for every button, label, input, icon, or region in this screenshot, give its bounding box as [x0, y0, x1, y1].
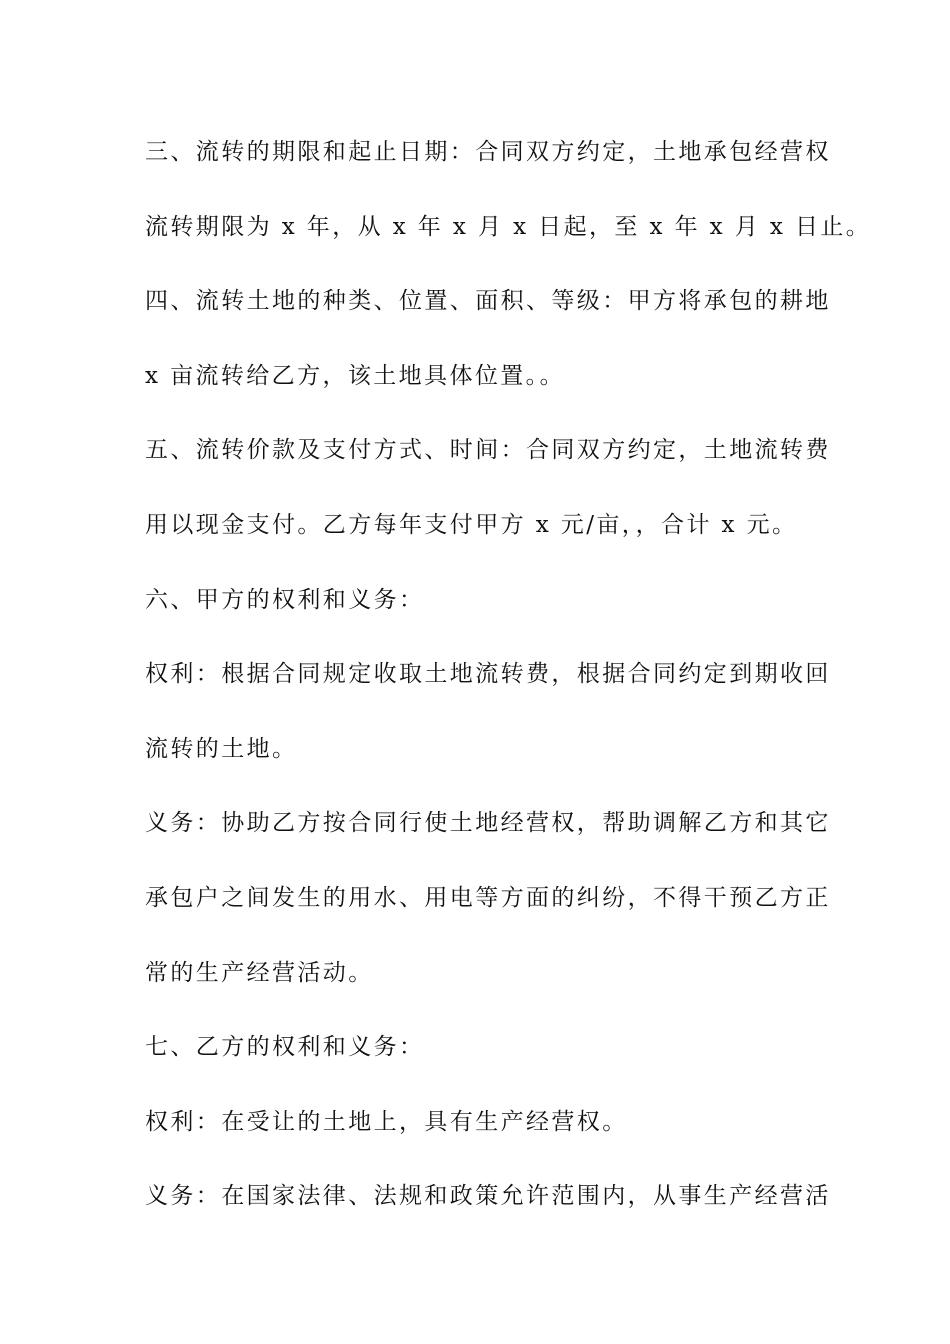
text-line-12: 常的生产经营活动。: [145, 959, 374, 986]
text-line-8: 权利：根据合同规定收取土地流转费，根据合同约定到期收回: [145, 661, 831, 688]
text-line-3: 四、流转土地的种类、位置、面积、等级：甲方将承包的耕地: [145, 288, 831, 315]
text-line-4: x 亩流转给乙方，该土地具体位置。。: [145, 362, 565, 389]
text-line-15: 义务：在国家法律、法规和政策允许范围内，从事生产经营活: [145, 1183, 831, 1210]
text-line-13: 七、乙方的权利和义务：: [145, 1034, 425, 1061]
text-line-2: 流转期限为 x 年，从 x 年 x 月 x 日起，至 x 年 x 月 x 日止。: [145, 213, 872, 240]
text-line-5: 五、流转价款及支付方式、时间：合同双方约定，土地流转费: [145, 437, 831, 464]
text-line-10: 义务：协助乙方按合同行使土地经营权，帮助调解乙方和其它: [145, 810, 831, 837]
contract-text: [145, 132, 872, 1251]
text-line-14: 权利：在受让的土地上，具有生产经营权。: [145, 1108, 628, 1135]
text-line-9: 流转的土地。: [145, 735, 298, 762]
text-line-1: 三、流转的期限和起止日期：合同双方约定，土地承包经营权: [145, 139, 831, 165]
text-line-7: 六、甲方的权利和义务：: [145, 586, 425, 613]
text-line-6: 用以现金支付。乙方每年支付甲方 x 元/亩，，合计 x 元。: [145, 511, 798, 538]
text-line-11: 承包户之间发生的用水、用电等方面的纠纷，不得干预乙方正: [145, 884, 831, 911]
